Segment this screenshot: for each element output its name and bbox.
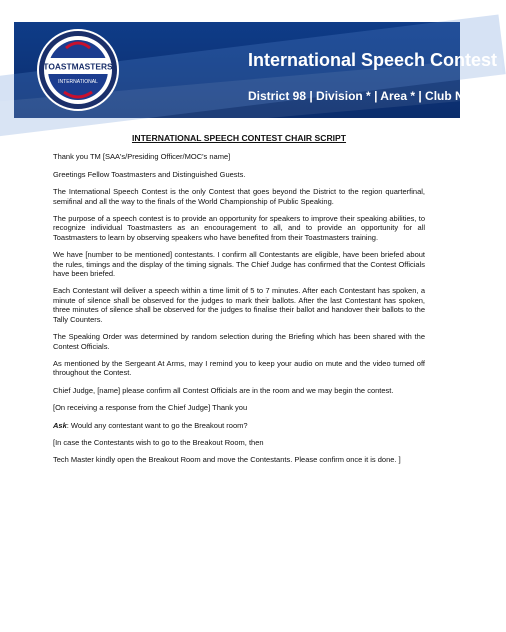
paragraph: [On receiving a response from the Chief Judge] Thank you [53, 403, 248, 413]
svg-text:TOASTMASTERS: TOASTMASTERS [43, 61, 113, 72]
ask-label: Ask [53, 420, 67, 430]
paragraph: The purpose of a speech contest is to provide an opportunity for speakers to improve their speaking abilities, to recognize individual Toastmasters as an encouragement to all, and to provide an opportunity for all Toastmasters to learn by observing speakers who have benefited from their Toastmasters training. [53, 214, 425, 242]
paragraph: Greetings Fellow Toastmasters and Distinguished Guests. [53, 169, 246, 179]
svg-text:INTERNATIONAL: INTERNATIONAL [58, 79, 98, 85]
paragraph: As mentioned by the Sergeant At Arms, may I remind you to keep your audio on mute and the video turned off throughout the Contest. [53, 358, 425, 378]
paragraph: Thank you TM [SAA's/Presiding Officer/MOC's name] [53, 152, 231, 162]
paragraph: [In case the Contestants wish to go to the Breakout Room, then [53, 437, 264, 447]
paragraph: The International Speech Contest is the only Contest that goes beyond the District to the region quarterfinal, semifinal and all the way to the finals of the World Championship of Public Speaking. [53, 187, 425, 206]
paragraph: Each Contestant will deliver a speech within a time limit of 5 to 7 minutes. After each Contestant has spoken, a minute of silence shall be observed for the judges to mark their ballots. After the last Contestant has spoken, three minutes of silence shall be observed for the judges to finalise their ballot and handover their ballots to the Tally Counters. [53, 286, 425, 324]
script-document [53, 134, 425, 473]
paragraph: Chief Judge, [name] please confirm all Contest Officials are in the room and we may begin the contest. [53, 385, 394, 395]
header-banner [14, 22, 498, 118]
paragraph: We have [number to be mentioned] contestants. I confirm all Contestants are eligible, have been briefed about the rules, timings and the display of the timing signals. The Chief Judge has confirmed that the Contest Officials have been briefed. [53, 250, 425, 279]
paragraph: The Speaking Order was determined by random selection during the Briefing which has been shared with the Contest Officials. [53, 332, 425, 351]
page-title: International Speech Contest [248, 50, 498, 70]
page-subtitle: District 98 | Division * | Area * | Club Name [248, 89, 488, 103]
ask-paragraph [53, 421, 425, 430]
ask-text: : Would any contestant want to go the Breakout room? [66, 420, 248, 430]
document-heading: INTERNATIONAL SPEECH CONTEST CHAIR SCRIPT [131, 133, 347, 143]
paragraph: Tech Master kindly open the Breakout Room and move the Contestants. Please confirm once it is done. ] [53, 455, 401, 465]
toastmasters-logo [36, 28, 120, 112]
